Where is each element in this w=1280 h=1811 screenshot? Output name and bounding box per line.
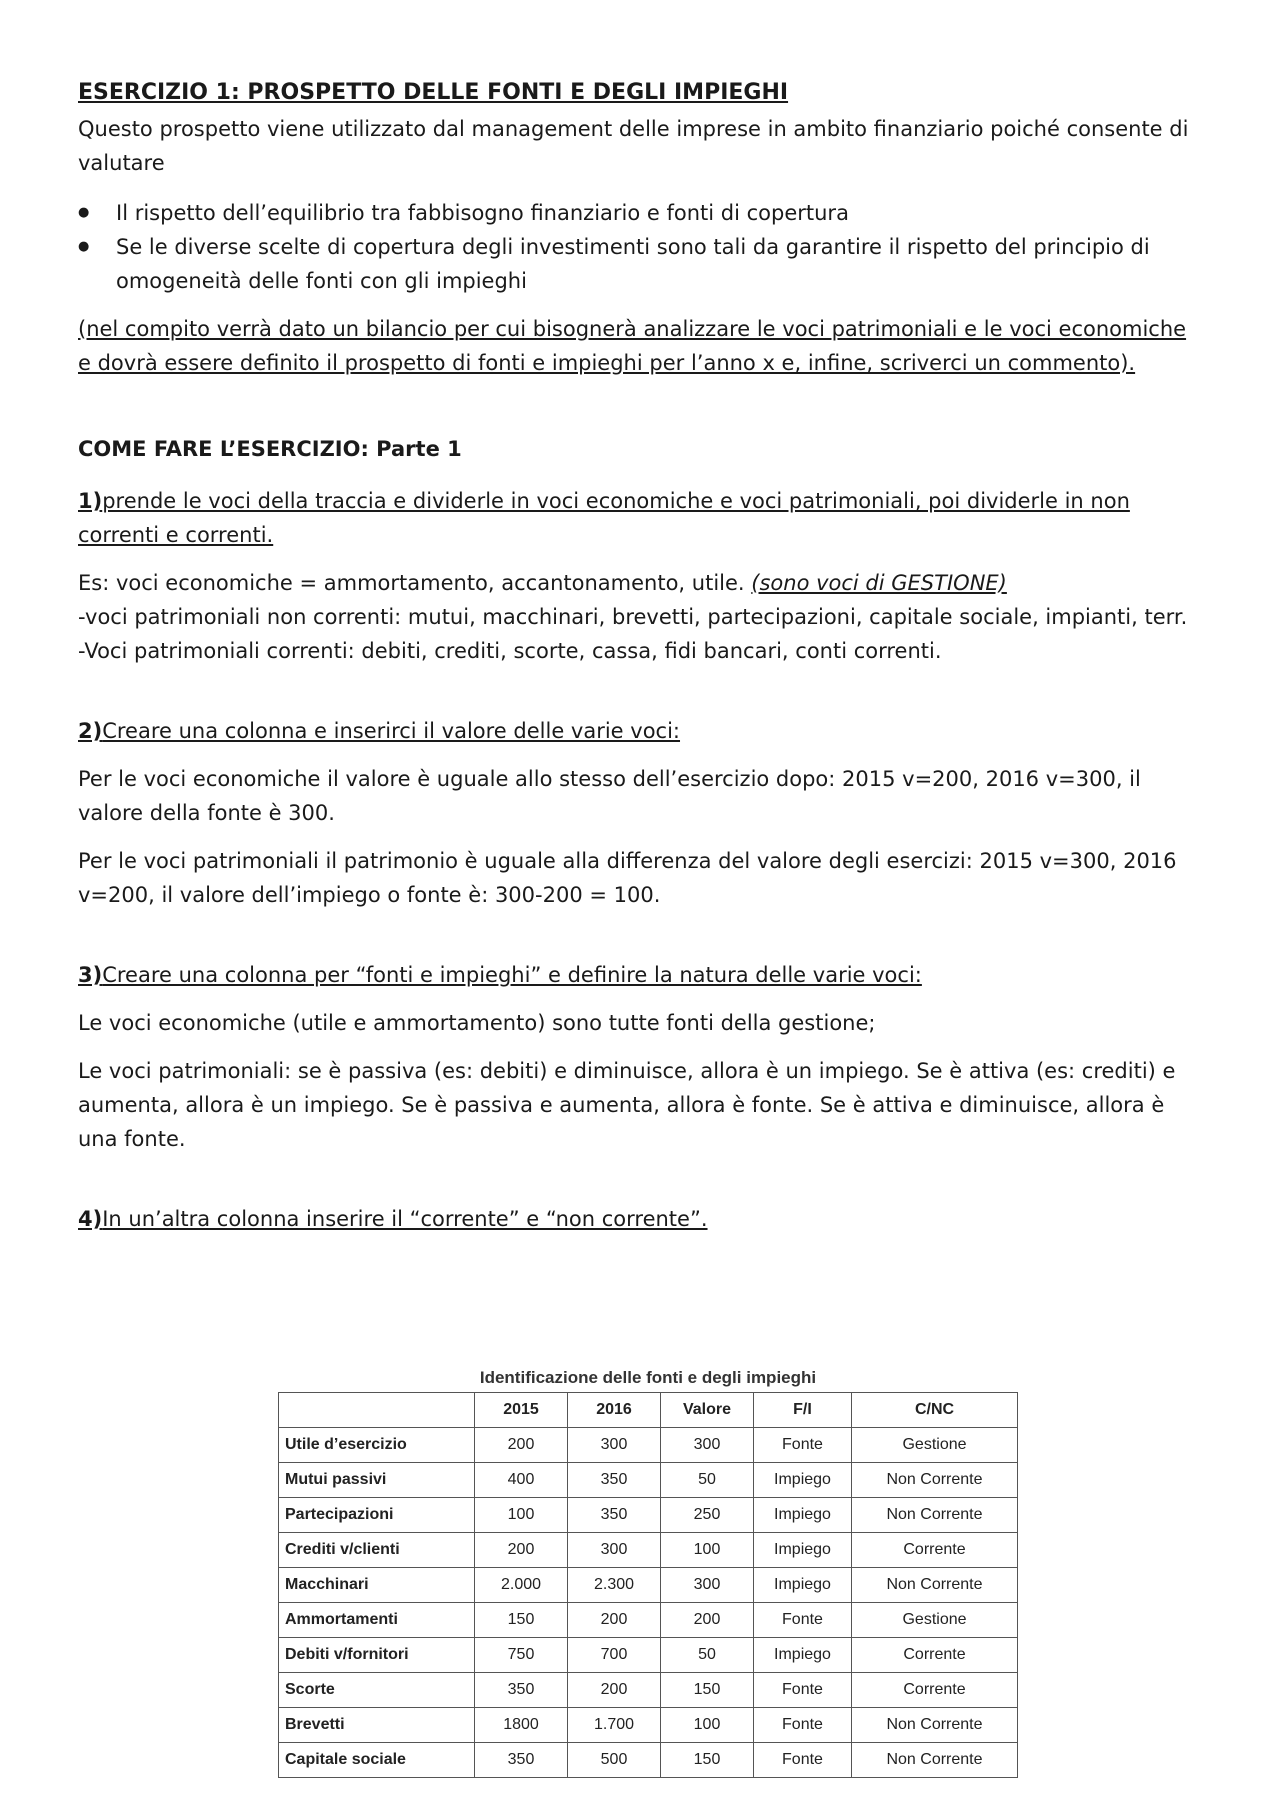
example-current: -Voci patrimoniali correnti: debiti, crediti, scorte, cassa, fidi bancari, conti correnti. [78, 639, 942, 663]
table-cell: 100 [475, 1498, 568, 1533]
table-cell: 1800 [475, 1708, 568, 1743]
step-2-paragraph: Per le voci economiche il valore è uguale allo stesso dell’esercizio dopo: 2015 v=200, 2016 v=300, il valore della fonte è 300. [78, 767, 1141, 825]
table-cell: Partecipazioni [279, 1498, 475, 1533]
table-cell: 150 [475, 1603, 568, 1638]
table-row [279, 1708, 1018, 1743]
table-cell: 2.000 [475, 1568, 568, 1603]
table-cell: Corrente [852, 1673, 1018, 1708]
table-cell: Mutui passivi [279, 1463, 475, 1498]
table-row [279, 1463, 1018, 1498]
table-cell: Non Corrente [852, 1708, 1018, 1743]
table-cell: Fonte [754, 1708, 852, 1743]
table-cell: 300 [568, 1533, 661, 1568]
table-row [279, 1568, 1018, 1603]
table-cell: Fonte [754, 1743, 852, 1778]
example-economic [78, 566, 1200, 600]
table-cell: Macchinari [279, 1568, 475, 1603]
column-header: F/I [754, 1393, 852, 1428]
column-header: C/NC [852, 1393, 1018, 1428]
table-cell: 100 [661, 1533, 754, 1568]
table-header-row [279, 1393, 1018, 1428]
table-cell: Corrente [852, 1533, 1018, 1568]
list-item: ● Se le diverse scelte di copertura degli investimenti sono tali da garantire il rispetto del principio di omogeneità delle fonti con gli impieghi [78, 230, 1200, 298]
step-2-heading [78, 714, 1200, 748]
table-cell: Non Corrente [852, 1498, 1018, 1533]
table-cell: Impiego [754, 1533, 852, 1568]
table-row [279, 1638, 1018, 1673]
table-title: Identificazione delle fonti e degli impieghi [479, 1368, 817, 1387]
step-3-paragraph: Le voci economiche (utile e ammortamento) sono tutte fonti della gestione; [78, 1011, 876, 1035]
page-title: ESERCIZIO 1: PROSPETTO DELLE FONTI E DEGLI IMPIEGHI [78, 80, 789, 105]
step-1-heading [78, 484, 1200, 552]
table-cell: 350 [568, 1498, 661, 1533]
step-number: 2) [78, 719, 103, 743]
step-text: Creare una colonna per “fonti e impieghi” e definire la natura delle varie voci: [102, 963, 922, 987]
sources-uses-table [278, 1364, 1018, 1778]
table-cell: Non Corrente [852, 1568, 1018, 1603]
table-cell: 200 [661, 1603, 754, 1638]
table-cell: Corrente [852, 1638, 1018, 1673]
table-cell: 200 [475, 1533, 568, 1568]
table-cell: 750 [475, 1638, 568, 1673]
table-cell: Impiego [754, 1463, 852, 1498]
step-number: 4) [78, 1207, 103, 1231]
table-row [279, 1673, 1018, 1708]
table-row [279, 1498, 1018, 1533]
table-cell: Gestione [852, 1603, 1018, 1638]
column-header [279, 1393, 475, 1428]
example-text: Es: voci economiche = ammortamento, accantonamento, utile. [78, 571, 745, 595]
table-cell: Fonte [754, 1428, 852, 1463]
list-item: ● Il rispetto dell’equilibrio tra fabbisogno finanziario e fonti di copertura [78, 196, 1200, 230]
table-cell: 150 [661, 1673, 754, 1708]
table-row [279, 1603, 1018, 1638]
step-3-paragraph: Le voci patrimoniali: se è passiva (es: debiti) e diminuisce, allora è un impiego. Se è attiva (es: crediti) e aumenta, allora è un impiego. Se è passiva e aumenta, allora è fonte. Se è attiva e diminuisce, allora è una fonte. [78, 1059, 1176, 1151]
table-cell: 350 [475, 1673, 568, 1708]
table-row [279, 1428, 1018, 1463]
table-cell: Crediti v/clienti [279, 1533, 475, 1568]
table-cell: 150 [661, 1743, 754, 1778]
table-cell: 300 [661, 1428, 754, 1463]
table-cell: 50 [661, 1638, 754, 1673]
table-row [279, 1743, 1018, 1778]
intro-paragraph: Questo prospetto viene utilizzato dal management delle imprese in ambito finanziario poiché consente di valutare [78, 117, 1189, 175]
table-cell: 350 [475, 1743, 568, 1778]
step-text: In un’altra colonna inserire il “corrente” e “non corrente”. [102, 1207, 708, 1231]
table-cell: 1.700 [568, 1708, 661, 1743]
table-row [279, 1533, 1018, 1568]
table-cell: Utile d’esercizio [279, 1428, 475, 1463]
step-2-paragraph: Per le voci patrimoniali il patrimonio è uguale alla differenza del valore degli esercizi: 2015 v=300, 2016 v=200, il valore dell’impiego o fonte è: 300-200 = 100. [78, 849, 1177, 907]
step-3-heading [78, 958, 1200, 992]
table-cell: Non Corrente [852, 1463, 1018, 1498]
table-cell: Scorte [279, 1673, 475, 1708]
table-cell: Fonte [754, 1673, 852, 1708]
example-note: (sono voci di GESTIONE) [751, 571, 1007, 595]
column-header: 2016 [568, 1393, 661, 1428]
table-cell: 250 [661, 1498, 754, 1533]
table-cell: Impiego [754, 1568, 852, 1603]
table-cell: 100 [661, 1708, 754, 1743]
step-text: Creare una colonna e inserirci il valore delle varie voci: [102, 719, 681, 743]
section-heading: COME FARE L’ESERCIZIO: Parte 1 [78, 437, 462, 461]
exam-note: (nel compito verrà dato un bilancio per cui bisognerà analizzare le voci patrimoniali e le voci economiche e dovrà essere definito il prospetto di fonti e impieghi per l’anno x e, infine, scriverci un commento). [78, 317, 1187, 375]
table-cell: 2.300 [568, 1568, 661, 1603]
table-cell: 200 [568, 1603, 661, 1638]
column-header: 2015 [475, 1393, 568, 1428]
table-cell: 200 [568, 1673, 661, 1708]
table-cell: Capitale sociale [279, 1743, 475, 1778]
table-cell: Gestione [852, 1428, 1018, 1463]
data-table [278, 1392, 1018, 1778]
table-cell: 200 [475, 1428, 568, 1463]
table-cell: 50 [661, 1463, 754, 1498]
table-cell: Ammortamenti [279, 1603, 475, 1638]
column-header: Valore [661, 1393, 754, 1428]
table-cell: Impiego [754, 1498, 852, 1533]
example-non-current: -voci patrimoniali non correnti: mutui, macchinari, brevetti, partecipazioni, capitale sociale, impianti, terr. [78, 605, 1188, 629]
table-cell: 400 [475, 1463, 568, 1498]
table-cell: 350 [568, 1463, 661, 1498]
table-cell: Non Corrente [852, 1743, 1018, 1778]
step-number: 1) [78, 489, 103, 513]
table-cell: Impiego [754, 1638, 852, 1673]
table-cell: 500 [568, 1743, 661, 1778]
step-number: 3) [78, 963, 103, 987]
step-4-heading [78, 1202, 1200, 1236]
table-cell: 300 [568, 1428, 661, 1463]
table-cell: 300 [661, 1568, 754, 1603]
table-cell: Fonte [754, 1603, 852, 1638]
table-cell: Debiti v/fornitori [279, 1638, 475, 1673]
bullet-list [78, 196, 1200, 298]
table-cell: 700 [568, 1638, 661, 1673]
step-text: prende le voci della traccia e dividerle in voci economiche e voci patrimoniali, poi dividerle in non correnti e correnti. [78, 489, 1130, 547]
table-cell: Brevetti [279, 1708, 475, 1743]
